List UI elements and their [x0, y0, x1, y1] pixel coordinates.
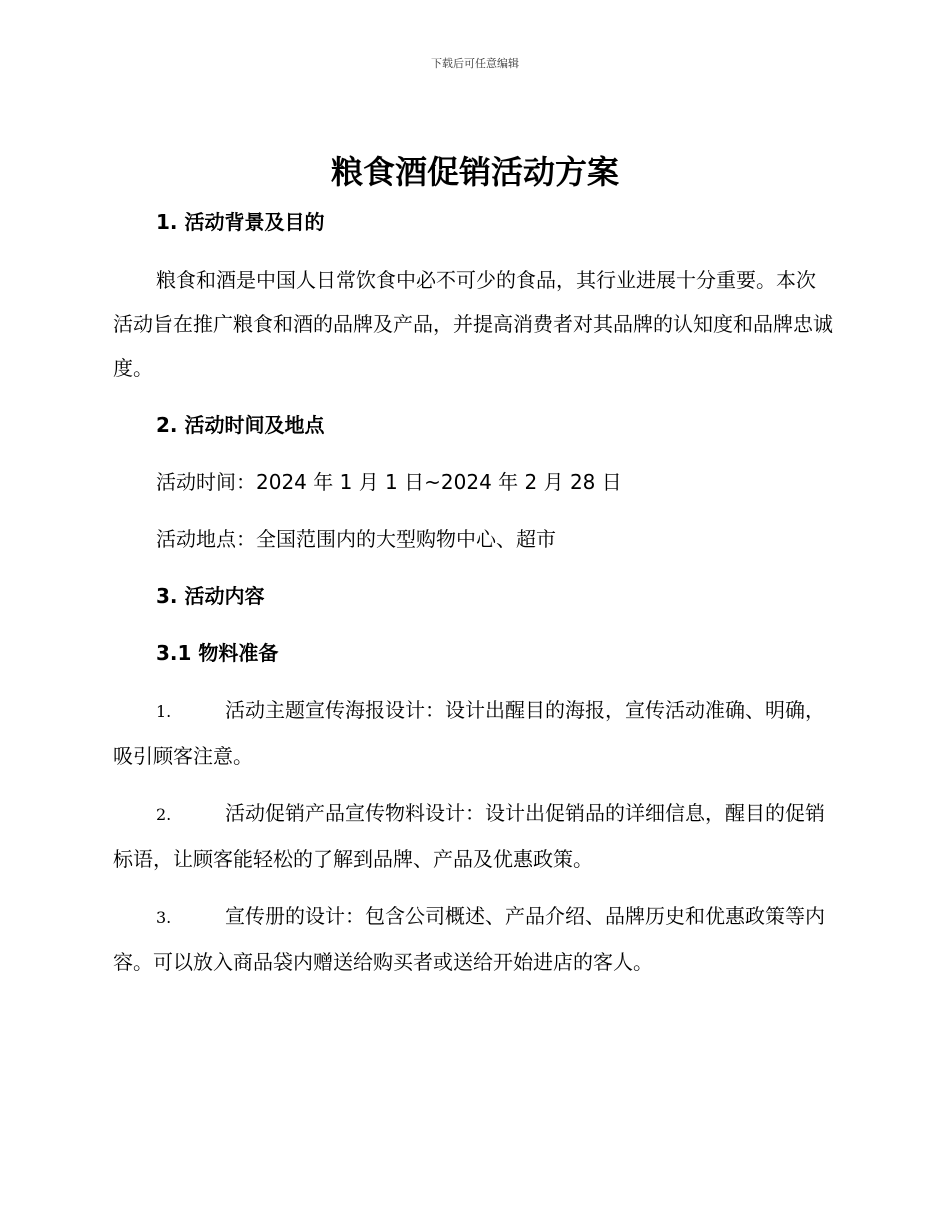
list-item [113, 688, 833, 778]
document-title: 粮食酒促销活动方案 [330, 153, 619, 191]
document-body [113, 200, 833, 984]
list-item-number: 1. [156, 702, 172, 721]
section-3-1-heading: 3.1 物料准备 [156, 641, 279, 665]
list-item-text: 活动主题宣传海报设计：设计出醒目的海报，宣传活动准确、明确，吸引顾客注意。 [113, 698, 825, 768]
list-item-number: 3. [156, 908, 172, 927]
list-item-number: 2. [156, 805, 172, 824]
list-item-text: 活动促销产品宣传物料设计：设计出促销品的详细信息，醒目的促销标语，让顾客能轻松的了解到品牌、产品及优惠政策。 [113, 801, 825, 871]
section-1-paragraph: 粮食和酒是中国人日常饮食中必不可少的食品，其行业进展十分重要。本次活动旨在推广粮食和酒的品牌及产品，并提高消费者对其品牌的认知度和品牌忠诚度。 [113, 268, 833, 380]
activity-time: 活动时间：2024 年 1 月 1 日~2024 年 2 月 28 日 [156, 470, 622, 494]
section-1-heading: 1. 活动背景及目的 [156, 210, 325, 234]
list-item-text: 宣传册的设计：包含公司概述、产品介绍、品牌历史和优惠政策等内容。可以放入商品袋内赠送给购买者或送给开始进店的客人。 [113, 904, 825, 974]
header-note: 下载后可任意编辑 [431, 57, 519, 70]
list-item [113, 791, 833, 881]
list-item [113, 894, 833, 984]
section-3-heading: 3. 活动内容 [156, 584, 265, 608]
activity-place: 活动地点：全国范围内的大型购物中心、超市 [156, 527, 556, 551]
section-2-heading: 2. 活动时间及地点 [156, 413, 325, 437]
